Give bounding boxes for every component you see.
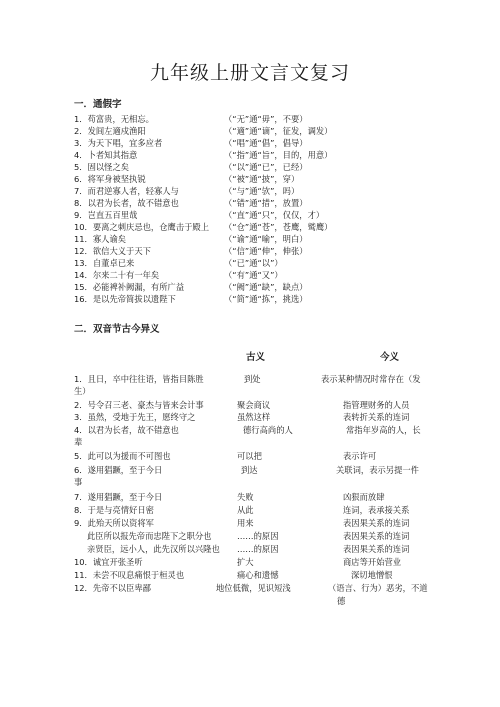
page-title: 九年级上册文言文复习: [149, 62, 350, 84]
list-item-note: （“有”通“又”）: [224, 270, 283, 280]
list-item: 7．而君逆寡人者，轻寡人与: [74, 186, 179, 196]
modern-meaning-continuation: 德: [337, 596, 346, 606]
ancient-meaning: 德行高尚的人: [243, 425, 293, 435]
list-item-note: （“谕”通“喻”，明白）: [224, 234, 308, 244]
section-heading-gujinyiyi: 二．双音节古今异义: [74, 324, 160, 335]
modern-meaning: 表转折关系的连词: [343, 412, 410, 422]
ancient-meaning: 失败: [237, 492, 254, 502]
list-item-note: （“唱”通“倡”，倡导）: [224, 138, 308, 148]
list-item-note: （“適”通“谪”，征发，调发）: [224, 126, 333, 136]
ancient-meaning: 可以把: [237, 451, 262, 461]
modern-meaning: 表因果关系的连词: [343, 531, 410, 541]
modern-meaning: 凶狠而放肆: [343, 492, 385, 502]
table-row-continuation: 事: [74, 477, 83, 487]
section-heading-tongjiazi: 一．通假字: [74, 99, 122, 110]
ancient-meaning: 虽然这样: [237, 412, 271, 422]
list-item: 16．是以先帝简拔以遗陛下: [74, 294, 176, 304]
list-item-note: （“简”通“拣”，挑选）: [224, 294, 308, 304]
list-item: 6．将军身被坚执锐: [74, 174, 146, 184]
ancient-meaning: 地位低微，见识短浅: [216, 583, 291, 593]
table-row: 2．号令召三老、豪杰与皆来会计事: [74, 400, 204, 410]
modern-meaning: 商店等开始营业: [343, 557, 402, 567]
list-item-note: （“错”通“措”，放置）: [224, 198, 308, 208]
list-item-note: （“信”通“伸”，伸张）: [224, 246, 308, 256]
ancient-meaning: 聚会商议: [237, 400, 271, 410]
modern-meaning: 连词，表承接关系: [343, 505, 410, 515]
list-item-note: （“指”通“旨”，目的，用意）: [224, 150, 333, 160]
modern-meaning: 表示某种情况时常存在（发: [321, 374, 421, 384]
list-item: 11．寡人谕矣: [74, 234, 127, 244]
modern-meaning: 指管理财务的人员: [343, 400, 410, 410]
list-item-note: （“被”通“披”，穿）: [224, 174, 300, 184]
table-row: 亲贤臣，远小人，此先汉所以兴隆也: [87, 544, 220, 554]
ancient-meaning: ……的原因: [237, 531, 279, 541]
table-row: 9．此殆天所以资将军: [74, 518, 154, 528]
column-header-ancient: 古义: [246, 352, 266, 363]
table-row: 5．此可以为援而不可图也: [74, 451, 171, 461]
table-row: 3．虽然，受地于先王，愿终守之: [74, 412, 196, 422]
table-row: 此臣所以报先帝而忠陛下之职分也: [87, 531, 212, 541]
list-item: 4．卜者知其指意: [74, 150, 138, 160]
modern-meaning: 深切地憎恨: [351, 570, 393, 580]
ancient-meaning: 痛心和遗憾: [237, 570, 279, 580]
table-row: 12．先帝不以臣卑鄙: [74, 583, 151, 593]
table-row-continuation: 生）: [74, 386, 91, 396]
ancient-meaning: 扩大: [237, 557, 254, 567]
ancient-meaning: ……的原因: [237, 544, 279, 554]
list-item: 12．欲信大义于天下: [74, 246, 151, 256]
list-item: 10．要离之刺庆忌也，仓鹰击于殿上: [74, 222, 210, 232]
modern-meaning: 关联词，表示另提一件: [336, 465, 419, 475]
table-row: 6．遂用猖蹶，至于今日: [74, 465, 163, 475]
list-item: 13．自董卓已来: [74, 258, 135, 268]
list-item-note: （“以”通“已”，已经）: [224, 162, 308, 172]
table-row: 8．于是与亮情好日密: [74, 505, 154, 515]
ancient-meaning: 到达: [241, 465, 258, 475]
table-row-continuation: 辈: [74, 437, 83, 447]
modern-meaning: 表因果关系的连词: [343, 544, 410, 554]
list-item: 1．苟富贵，无相忘。: [74, 114, 154, 124]
list-item-note: （“仓”通“苍”，苍鹰，鹫鹰）: [224, 222, 333, 232]
ancient-meaning: 到处: [244, 374, 261, 384]
modern-meaning: （语言、行为）恶劣，不道: [328, 583, 428, 593]
table-row: 1．且日，卒中往往语，皆指目陈胜: [74, 374, 204, 384]
list-item: 8．以君为长者，故不错意也: [74, 198, 179, 208]
table-row: 10．诚宜开张圣听: [74, 557, 143, 567]
list-item-note: （“与”通“欤”，吗）: [224, 186, 300, 196]
table-row: 4．以君为长者，故不错意也: [74, 425, 179, 435]
modern-meaning: 表示许可: [343, 451, 377, 461]
list-item-note: （“无”通“毋”，不要）: [224, 114, 308, 124]
table-row: 7．遂用猖蹶，至于今日: [74, 492, 163, 502]
list-item: 3．为天下唱，宜多应者: [74, 138, 163, 148]
column-header-modern: 今义: [380, 352, 400, 363]
ancient-meaning: 用来: [237, 518, 254, 528]
ancient-meaning: 从此: [237, 505, 254, 515]
list-item: 14．尔来二十有一年矣: [74, 270, 160, 280]
modern-meaning: 常指年岁高的人，长: [346, 425, 421, 435]
list-item: 5．固以怪之矣: [74, 162, 130, 172]
table-row: 11．未尝不叹息痛恨于桓灵也: [74, 570, 185, 580]
list-item: 9．岂直五百里哉: [74, 210, 138, 220]
list-item-note: （“阙”通“缺”，缺点）: [224, 282, 308, 292]
list-item-note: （“已”通“以”）: [224, 258, 283, 268]
modern-meaning: 表因果关系的连词: [343, 518, 410, 528]
list-item: 15．必能裨补阙漏，有所广益: [74, 282, 185, 292]
list-item: 2．发闾左適戍渔阳: [74, 126, 146, 136]
list-item-note: （“直”通“只”，仅仅，才）: [224, 210, 325, 220]
